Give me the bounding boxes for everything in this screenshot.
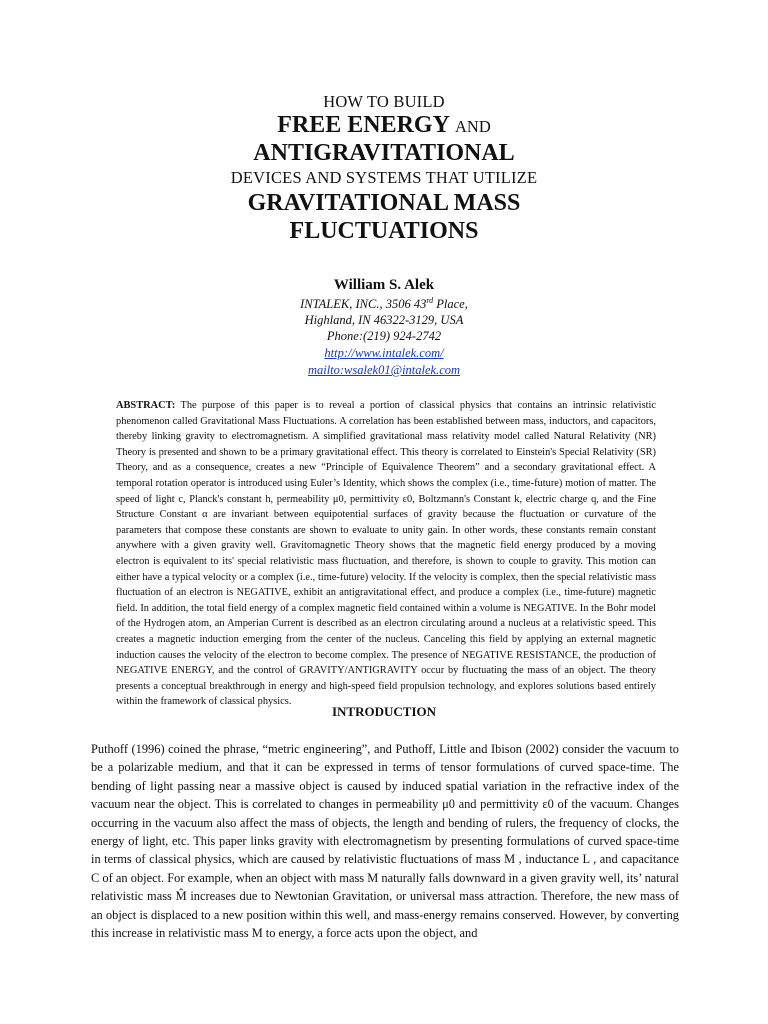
email-link[interactable]: mailto:wsalek01@intalek.com [307, 363, 461, 377]
affiliation-line-1-pre: INTALEK, INC., 3506 43 [300, 297, 427, 312]
affiliation-line-2: Highland, IN 46322-3129, USA [304, 313, 464, 327]
title-line-devices: DEVICES AND SYSTEMS THAT UTILIZE [230, 168, 538, 187]
title-line-fluctuations: FLUCTUATIONS [289, 218, 479, 244]
affiliation-line-1-sup: rd [426, 296, 434, 305]
title-line-antigravitational: ANTIGRAVITATIONAL [253, 140, 515, 166]
title-free-energy-text: FREE ENERGY [277, 112, 450, 138]
title-and-text: AND [455, 117, 491, 136]
affiliation-line-1-post: Place, [433, 297, 468, 312]
abstract-label: ABSTRACT: [116, 400, 176, 411]
introduction-heading: INTRODUCTION [331, 704, 436, 719]
title-line-gravitational-mass: GRAVITATIONAL MASS [247, 190, 521, 216]
website-link-line [0, 346, 768, 361]
author-name: William S. Alek [333, 277, 435, 293]
website-link[interactable]: http://www.intalek.com/ [324, 346, 444, 360]
affiliation-line-1 [0, 296, 768, 312]
author-phone: Phone:(219) 924-2742 [326, 329, 442, 343]
title-line-free-energy [0, 112, 768, 139]
abstract-paragraph [116, 398, 656, 710]
title-line-how-to-build: HOW TO BUILD [323, 92, 445, 111]
abstract-text: The purpose of this paper is to reveal a portion of classical physics that contains an intrinsic relativistic phenomenon called Gravitational Mass Fluctuations. A correlation has been established between mass, inductors, and capacitors, thereby linking gravity to electromagnetism. A simplified gravitational mass relativity model called Natural Relativity (NR) Theory is presented and shown to be a primary gravitational effect. This theory is correlated to Einstein's Special Relativity (SR) Theory, and as a consequence, creates a new “Principle of Equivalence Theorem” and a secondary gravitational effect. A temporal rotation operator is introduced using Euler’s Identity, which shows the complex (i.e., time-future) motion of matter. The speed of light c, Planck's constant h, permeability μ0, permittivity ε0, Boltzmann's Constant k, electric charge q, and the Fine Structure Constant α are invariant between equipotential surfaces of gravity because the fluctuation or curvature of the parameters that compose these constants are shown to evaluate to unity gain. In other words, these constants remain constant anywhere with a given gravity well. Gravitomagnetic Theory shows that the magnetic field energy produced by a moving electron is equivalent to its' special relativistic mass fluctuation, and therefore, is shown to couple to gravity. This motion can either have a typical velocity or a complex (i.e., time-future) velocity. If the velocity is complex, then the special relativistic mass fluctuation of an electron is NEGATIVE, exhibit an antigravitational effect, and produce a complex (i.e., time-future) magnetic field. In addition, the total field energy of a complex magnetic field contained within a volume is NEGATIVE. In the Bohr model of the Hydrogen atom, an Amperian Current is described as an electron circulating around a nucleus at a relativistic speed. This creates a magnetic induction emerging from the center of the nucleus. Canceling this field by applying an external magnetic induction causes the velocity of the electron to become complex. The presence of NEGATIVE RESISTANCE, the production of NEGATIVE ENERGY, and the control of GRAVITY/ANTIGRAVITY occur by fluctuating the mass of an object. The theory presents a conceptual breakthrough in energy and high-speed field propulsion technology, and explores solutions based entirely within the framework of classical physics. [116, 400, 656, 708]
introduction-paragraph: Puthoff (1996) coined the phrase, “metric engineering”, and Puthoff, Little and Ibison (2002) consider the vacuum to be a polarizable medium, and that it can be expressed in terms of tensor formulations of curved space-time. The bending of light passing near a massive object is caused by induced spatial variation in the refractive index of the vacuum near the object. This is correlated to changes in permeability μ0 and permittivity ε0 of the vacuum. Changes occurring in the vacuum also affect the mass of objects, the length and bending of rulers, the frequency of clocks, the energy of light, etc. This paper links gravity with electromagnetism by presenting formulations of curved space-time in terms of classical physics, which are caused by relativistic fluctuations of mass M , inductance L , and capacitance C of an object. For example, when an object with mass M naturally falls downward in a given gravity well, its’ natural relativistic mass M̂ increases due to Newtonian Gravitation, or universal mass attraction. Therefore, the new mass of an object is displaced to a new position within this well, and mass-energy remains conserved. However, by converting this increase in relativistic mass M to energy, a force acts upon the object, and [91, 742, 679, 941]
email-link-line [0, 363, 768, 378]
